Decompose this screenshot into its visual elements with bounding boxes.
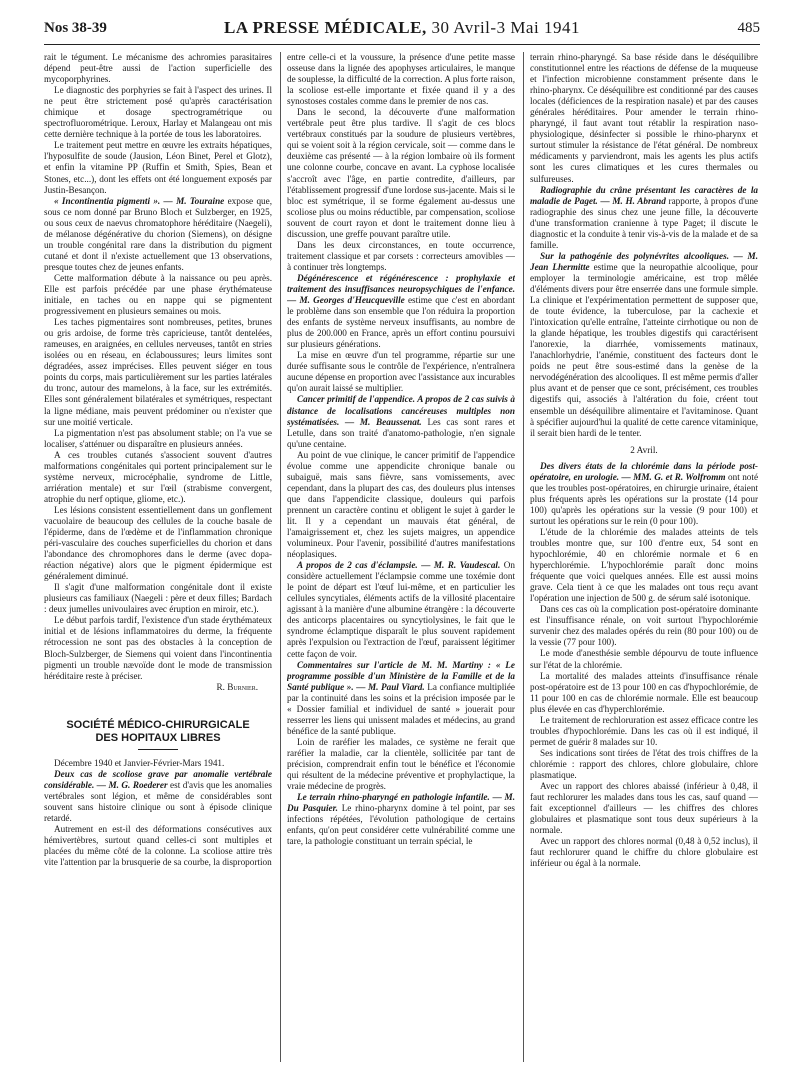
paragraph: Le mode d'anesthésie semble dépourvu de toute influence sur l'état de la chlorémie. [530,648,758,670]
page-header [44,18,760,40]
article-title: Le terrain rhino-pharyngé en pathologie infantile. — M. Du Pasquier. [287,792,515,814]
session-date: Décembre 1940 et Janvier-Février-Mars 1941. [54,757,225,768]
article-title: Sur la pathogénie des polynévrites alcooliques. — M. Jean Lhermitte [530,250,758,272]
article-paragraph [530,461,758,527]
society-heading-line: DES HOPITAUX LIBRES [95,731,221,744]
article-text: expose que, sous ce nom donné par Bruno Bloch et Sulzberger, en 1925, ou sous ceux de naevus chromatophore héréditaire (Naegeli), de mélanose dégénérative du chorion (Siemens), on désigne un trouble congénital rare dans la distribution du pigment cutané et dont il n'existe actuellement que 13 observations, presque toutes chez de jeunes enfants. [44,195,272,272]
article-text: Le rhino-pharynx domine à tel point, par ses infections répétées, l'évolution pathologique de certains enfants, qu'on peut considérer cette vulnérabilité comme une tare, la pathologie constituant un terrain spécial, le [287,803,515,847]
article-title: Cancer primitif de l'appendice. A propos de 2 cas suivis à distance de localisations cancéreuses multiples non systématisées. — M. Beaussenat. [287,394,515,427]
paragraph: Dans ces cas où la complication post-opératoire dominante est l'insuffisance rénale, on voit surtout l'hypochlorémie survenir chez des malades opérés du rein (80 pour 100) ou de la vessie (77 pour 100). [530,604,758,648]
article-paragraph [44,769,272,824]
paragraph: terrain rhino-pharyngé. Sa base réside dans le déséquilibre constitutionnel entre les réactions de défense de la muqueuse et l'infection microbienne constamment présente dans le rhino-pharynx. Ce déséquilibre est conditionné par des causes locales (déficiences de la respiration nasale) et par des causes générales héréditaires. Pour amender le terrain rhino-pharyngé, il faut avant tout rétablir la respiration naso-physiologique, désinfecter si possible le rhino-pharynx et surtout stimuler la résistance de l'état général. De nombreux médicaments y parviendront, mais les agents les plus actifs sont les cures climatiques et les cures thermales ou sulfureuses. [530,52,758,184]
article-text: estime que la neuropathie alcoolique, pour employer la terminologie américaine, est trop mêlée d'éléments divers pour être enserrée dans une formule simple. La clinique et l'expérimentation permettent de supposer que, de toute évidence, la tuberculose, par la cachexie et l'intoxication qu'elle entraîne, l'atteinte cirrhotique ou non de la glande hépatique, les troubles digestifs qui caractérisent l'anorexie, la diarrhée, vomissements matinaux, l'anachlorhydrie, l'anémie, constituent des facteurs dont le poids ne peut être sous-estimé dans la genèse de la nervodégénération des alcooliques. Il est même permis d'aller plus avant et de penser que ce sont, précisément, ces troubles digestifs qui, associés à l'altération du foie, créent tout ensemble un déséquilibre alimentaire et l'avitaminose. Quant à spécifier aujourd'hui la qualité de cette carence vitaminique, il serait bien hardi de le tenter. [530,261,758,438]
article-title: A propos de 2 cas d'éclampsie. — M. R. Vaudescal. [297,560,501,571]
paragraph: L'étude de la chlorémie des malades atteints de tels troubles montre que, sur 100 d'entre eux, 54 sont en hypochlorémie, 40 en chlorémie normale et 6 en hyperchlorémie. L'hypochlorémie paraît donc moins fréquente que voici quelques années. Elle est aussi moins grave. Cela tient à ce que les malades ont tous reçu avant l'opération une injection de 500 g. de sérum salé isotonique. [530,526,758,604]
article-text: On considère actuellement l'éclampsie comme une toxémie dont le point de départ est l'œuf lui-même, et en particulier les cellules syncytiales, éléments actifs de la villosité placentaire agissant à la manière d'une albumine étrangère : la découverte des anticorps placentaires ou syncytiolysines, le fait que le syndrome éclamptique disparaît le plus souvent rapidement après l'expulsion ou l'extraction de l'œuf, paraissent légitimer cette façon de voir. [287,560,515,659]
article-paragraph [287,273,515,350]
article-title: Commentaires sur l'article de M. M. Martiny : « Le programme possible d'un Ministère de la Famille et de la Santé publique ». — M. Paul Viard. [287,659,515,692]
article-paragraph [530,185,758,251]
paragraph: Au point de vue clinique, le cancer primitif de l'appendice évolue comme une appendicite chronique banale ou subaiguë, mais sans fièvre, sans vomissements, avec cependant, dans la plupart des cas, des douleurs plus intenses que dans l'appendicite classique, douleurs qui parfois prennent un caractère continu et obligent le sujet à garder le lit. Il y a cependant un mauvais état général, de l'amaigrissement et, chez les sujets maigres, un appendice volumineux. Pour l'avenir, possibilité d'autres manifestations néoplasiques. [287,449,515,560]
journal-title: LA PRESSE MÉDICALE, [224,18,427,37]
article-text: est d'avis que les anomalies vertébrales sont légion, et même de considérables sont souvent sans histoire clinique ou sont à épisode clinique retardé. [44,779,272,823]
article-paragraph [287,394,515,449]
article-paragraph [287,560,515,659]
article-text: ont noté que les troubles post-opératoires, en chirurgie urinaire, étaient plus fréquents après les opérations sur la prostate (14 pour 100) qu'après les opérations sur la vessie (9 pour 100) et surtout les opérations sur le rein (0 pour 100). [530,471,758,526]
article-title: Dégénérescence et régénérescence : prophylaxie et traitement des insuffisances neuropsychiques de l'enfance. — M. Georges d'Heucqueville [287,272,515,306]
article-text: rapporte, à propos d'une radiographie des sinus chez une jeune fille, la découverte d'une transformation cranienne à type Paget; il discute le diagnostic et la conduite à tenir vis-à-vis de la malade et de sa famille. [530,195,758,250]
paragraph: Le début parfois tardif, l'existence d'un stade érythémateux initial et de lésions inflammatoires du derme, la fréquente rétrocession ne sont pas des obstacles à la conception de Bloch-Sulzberger, de Siemens qui voient dans l'incontinentia pigmenti un trouble nævoïde dont le mode de transmission héréditaire reste à préciser. [44,615,272,681]
paragraph: Il s'agit d'une malformation congénitale dont il existe plusieurs cas familiaux (Naegeli : père et deux filles; Bardach : deux jumelles univoulaires avec éruption en miroir, etc.). [44,582,272,615]
paragraph: Autrement en est-il des déformations consécutives aux hémivertèbres, surtout quand celles-ci sont multiples et placées du même côté de la colonne. La scoliose attire très vite l'attention par la brusquerie de sa courbe, la disproportion [44,824,272,868]
article-text: estime que c'est en abordant le problème dans son ensemble que l'on réduira la proportion des enfants de système nerveux insuffisants, au nombre de plus de 200.000 en France, après un effort continu poursuivi sur plusieurs générations. [287,295,515,350]
article-title: « Incontinentia pigmenti ». — M. Touraine [54,195,225,206]
author-signature: R. Burnier. [216,681,258,692]
issue-date: 30 Avril-3 Mai 1941 [431,18,580,37]
paragraph: Loin de raréfier les malades, ce système ne ferait que raréfier la maladie, car la clientèle, sollicitée par tant de précision, comprendrait enfin tout le bénéfice et l'économie qui résultent de la médecine préventive et prophylactique, la vraie médecine de progrès. [287,736,515,792]
heading-rule [138,749,178,750]
paragraph: Les taches pigmentaires sont nombreuses, petites, brunes ou gris ardoise, de forme très capricieuse, tantôt dentelées, rameuses, en araignées, en cellules nerveuses, tantôt en stries isolées ou en réseau, en éclaboussures; leurs limites sont dégradées, assez imprécises. Elles peuvent siéger en tous points du corps, mais particulièrement sur les parties latérales du tronc, autour des mamelons, à la face, sur les extrémités. Elles sont généralement bilatérales et symétriques, respectant la ligne médiane, mais peuvent prédominer ou n'exister que sur une moitié verticale. [44,317,272,427]
paragraph: Le traitement peut mettre en œuvre les extraits hépatiques, l'hyposulfite de soude (Jausion, Léon Binet, Perel et Glotz), et enfin la vitamine PP (Ruffin et Smith, Spies, Bean et Stones, etc...), dont les effets ont été longuement exposés par Justin-Besançon. [44,140,272,195]
article-title: Des divers états de la chlorémie dans la période post-opératoire, en urologie. — MM. G. et R. Wolfromm [530,460,758,482]
paragraph: La pigmentation n'est pas absolument stable; on l'a vue se localiser, s'atténuer ou disparaître en plusieurs années. [44,427,272,449]
article-title: Deux cas de scoliose grave par anomalie vertébrale considérable. — M. G. Roederer [44,768,272,790]
paragraph: Avec un rapport des chlores normal (0,48 à 0,52 inclus), il faut rechlorurer quand le chiffre du chlore globulaire est inférieur ou égal à la normale. [530,836,758,869]
paragraph: Le diagnostic des porphyries se fait à l'aspect des urines. Il ne peut être strictement posé qu'après caractérisation chimique et dosage spectrogramétrique ou spectrofluorométrique. Leroux, Harlay et Malangeau ont mis cette dernière technique à la portée de tous les laboratoires. [44,85,272,140]
column-right [530,52,758,1062]
issue-number: Nos 38-39 [44,20,107,36]
session-date: 2 Avril. [630,444,658,455]
journal-title-line [44,18,760,38]
paragraph: La mise en œuvre d'un tel programme, répartie sur une durée suffisante sous le contrôle de l'expérience, n'entraînera aucune dépense en proportion avec l'assistance aux incurables qu'on aurait laissé se multiplier. [287,350,515,394]
paragraph: Ses indications sont tirées de l'état des trois chiffres de la chlorémie : rapport des chlores, chlore globulaire, chlore plasmatique. [530,747,758,780]
paragraph: Dans le second, la découverte d'une malformation vertébrale peut être plus tardive. Il s'agit de ces blocs vertébraux constitués par la soudure de plusieurs vertèbres, qui se voient soit à la région cervicale, soit — comme dans le deuxième cas présenté — à la région lombaire où ils forment une colonne courbe, concave en avant. La cyphose localisée s'accroît avec l'âge, en partie contredite, d'ailleurs, par l'établissement progressif d'une lordose sus-jacente. Mais si le bloc est symétrique, il se forme également au-dessus une scoliose plus ou moins réductible, par compensation, scoliose souvent de court rayon et dont le traitement donne lieu à discussion, une greffe pouvant paraître utile. [287,107,515,239]
society-heading-line: SOCIÉTÉ MÉDICO-CHIRURGICALE [66,718,250,731]
paragraph: Les lésions consistent essentiellement dans un gonflement vacuolaire de beaucoup des cellules de la couche basale de l'épiderme, dans de l'œdème et de l'inflammation chronique péri-vasculaire des couches superficielles du chorion et dans l'abondance des chromophores dans le derme (avec dopa-réaction négative) alors que le pigment épidermique est généralement diminué. [44,504,272,582]
article-text: Les cas sont rares et Letulle, dans son traité d'anatomo-pathologie, n'en signale qu'une centaine. [287,416,515,449]
paragraph: rait le tégument. Le mécanisme des achromies parasitaires dépend peut-être aussi de l'action superficielle des mycoporphyrines. [44,52,272,85]
column-divider [280,52,281,1062]
article-paragraph [44,196,272,273]
page-number: 485 [737,20,760,36]
paragraph: Cette malformation débute à la naissance ou peu après. Elle est parfois précédée par une phase érythémateuse initiale, en taches ou en nappe qui se pigmentent progressivement en plusieurs semaines ou mois. [44,272,272,317]
article-title: Radiographie du crâne présentant les caractères de la maladie de Paget. — M. H. Abrand [530,184,758,206]
article-paragraph [287,660,515,737]
article-text: La confiance multipliée par la continuité dans les soins et la précision imposée par le « Dossier familial et individuel de santé » jouerait pour resserrer les liens qui unissent malades et médecins, au grand bénéfice de la santé publique. [287,681,515,736]
column-left [44,52,272,1062]
column-divider [523,52,524,1062]
article-paragraph [287,792,515,847]
paragraph: Le traitement de rechloruration est assez efficace contre les troubles d'hypochlorémie. Dans les cas où il est indiqué, il permet de guérir 8 malades sur 10. [530,714,758,747]
paragraph: Dans les deux circonstances, en toute occurrence, traitement classique et par corsets : correcteurs amovibles — à continuer très longtemps. [287,239,515,272]
header-rule [44,44,760,45]
column-middle [287,52,515,1062]
paragraph: La mortalité des malades atteints d'insuffisance rénale post-opératoire est de 13 pour 100 en cas d'hypochlorémie, de 11 pour 100 en cas de chlorémie normale. Elle est beaucoup plus élevée en cas d'hyperchlorémie. [530,670,758,714]
paragraph: Avec un rapport des chlores abaissé (inférieur à 0,48, il faut rechlorurer les malades dans tous les cas, sauf quand — fait exceptionnel d'ailleurs — les chiffres des chlores globulaires et plasmatique sont tous deux supérieurs à la normale. [530,781,758,836]
article-paragraph [530,251,758,439]
society-heading [44,719,272,745]
paragraph: entre celle-ci et la voussure, la présence d'une petite masse osseuse dans la lignée des apophyses articulaires, le manque de souplesse, la difficulté de la correction. A plus forte raison, la scoliose est-elle importante et fixée quand il y a des synostoses costales comme dans le premier de nos cas. [287,52,515,107]
paragraph: A ces troubles cutanés s'associent souvent d'autres malformations congénitales qui portent principalement sur le système nerveux, microcéphalie, syndrome de Little, arriération mentale) et sur l'œil (strabisme convergent, atrophie du nerf optique, gliome, etc.). [44,449,272,504]
